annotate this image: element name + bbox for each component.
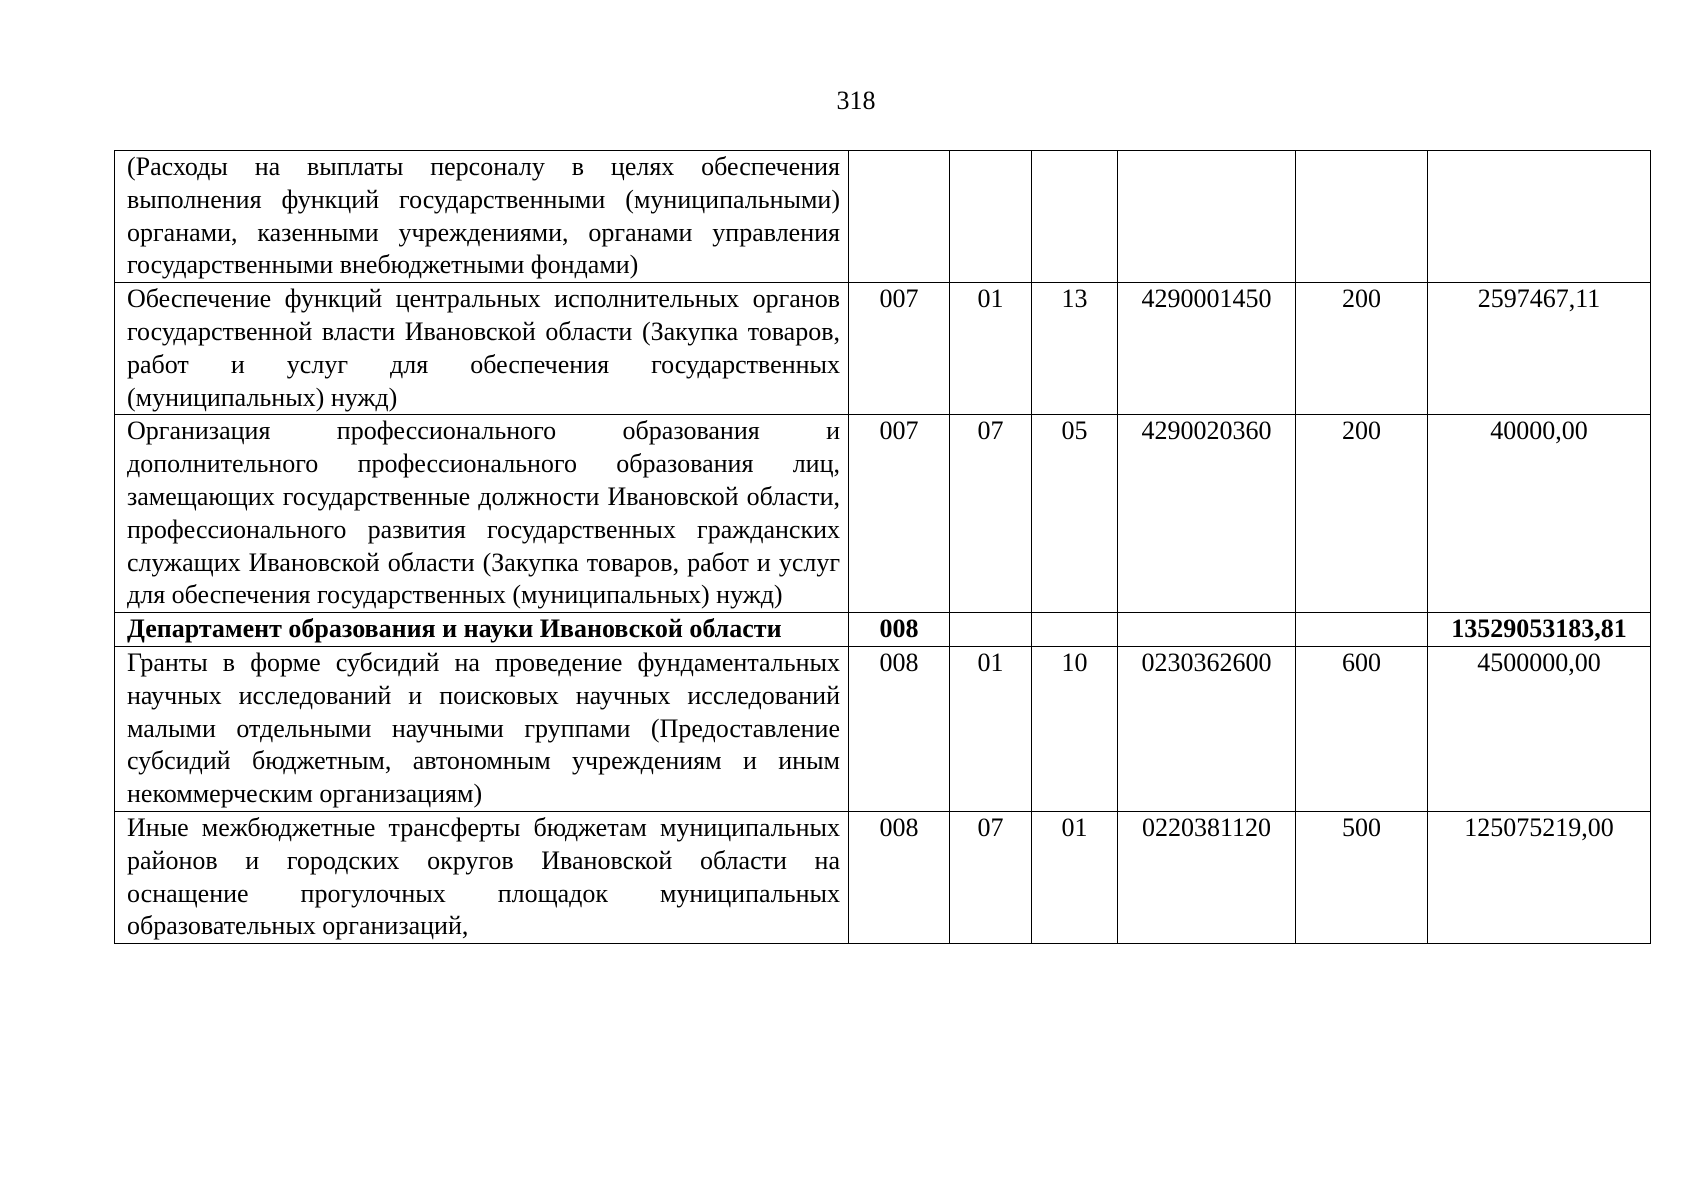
section-code: 07 xyxy=(950,811,1032,943)
target-article-code xyxy=(1118,151,1296,283)
amount: 13529053183,81 xyxy=(1428,613,1651,647)
expense-type-code: 200 xyxy=(1296,415,1428,613)
budget-table xyxy=(114,150,1651,944)
section-code: 01 xyxy=(950,646,1032,811)
target-article-code: 0220381120 xyxy=(1118,811,1296,943)
expense-type-code: 600 xyxy=(1296,646,1428,811)
table-row xyxy=(115,151,1651,283)
row-description: Обеспечение функций центральных исполнительных органов государственной власти Ивановской области (Закупка товаров, работ и услуг для обеспечения государственных (муниципальных) нужд) xyxy=(115,283,849,415)
table-row-department xyxy=(115,613,1651,647)
page-number: 318 xyxy=(836,86,876,115)
expense-type-code xyxy=(1296,151,1428,283)
ved-code: 008 xyxy=(849,811,950,943)
expense-type-code: 200 xyxy=(1296,283,1428,415)
ved-code xyxy=(849,151,950,283)
amount: 40000,00 xyxy=(1428,415,1651,613)
target-article-code: 0230362600 xyxy=(1118,646,1296,811)
row-description: Иные межбюджетные трансферты бюджетам муниципальных районов и городских округов Ивановской области на оснащение прогулочных площадок муниципальных образовательных организаций, xyxy=(115,811,849,943)
subsection-code xyxy=(1032,613,1118,647)
section-code xyxy=(950,613,1032,647)
section-code xyxy=(950,151,1032,283)
row-description: Департамент образования и науки Ивановской области xyxy=(115,613,849,647)
ved-code: 007 xyxy=(849,415,950,613)
amount xyxy=(1428,151,1651,283)
amount: 125075219,00 xyxy=(1428,811,1651,943)
section-code: 01 xyxy=(950,283,1032,415)
ved-code: 008 xyxy=(849,613,950,647)
ved-code: 007 xyxy=(849,283,950,415)
target-article-code xyxy=(1118,613,1296,647)
row-description: Гранты в форме субсидий на проведение фундаментальных научных исследований и поисковых научных исследований малыми отдельными научными группами (Предоставление субсидий бюджетным, автономным учреждениям и иным некоммерческим организациям) xyxy=(115,646,849,811)
expense-type-code xyxy=(1296,613,1428,647)
subsection-code: 01 xyxy=(1032,811,1118,943)
amount: 2597467,11 xyxy=(1428,283,1651,415)
row-description: Организация профессионального образования и дополнительного профессионального образования лиц, замещающих государственные должности Ивановской области, профессионального развития государственных гражданских служащих Ивановской области (Закупка товаров, работ и услуг для обеспечения государственных (муниципальных) нужд) xyxy=(115,415,849,613)
table-row xyxy=(115,283,1651,415)
subsection-code: 10 xyxy=(1032,646,1118,811)
table-row xyxy=(115,811,1651,943)
table-row xyxy=(115,646,1651,811)
expense-type-code: 500 xyxy=(1296,811,1428,943)
subsection-code: 13 xyxy=(1032,283,1118,415)
ved-code: 008 xyxy=(849,646,950,811)
target-article-code: 4290001450 xyxy=(1118,283,1296,415)
subsection-code xyxy=(1032,151,1118,283)
amount: 4500000,00 xyxy=(1428,646,1651,811)
target-article-code: 4290020360 xyxy=(1118,415,1296,613)
section-code: 07 xyxy=(950,415,1032,613)
table-row xyxy=(115,415,1651,613)
row-description: (Расходы на выплаты персоналу в целях обеспечения выполнения функций государственными (муниципальными) органами, казенными учреждениями, органами управления государственными внебюджетными фондами) xyxy=(115,151,849,283)
subsection-code: 05 xyxy=(1032,415,1118,613)
